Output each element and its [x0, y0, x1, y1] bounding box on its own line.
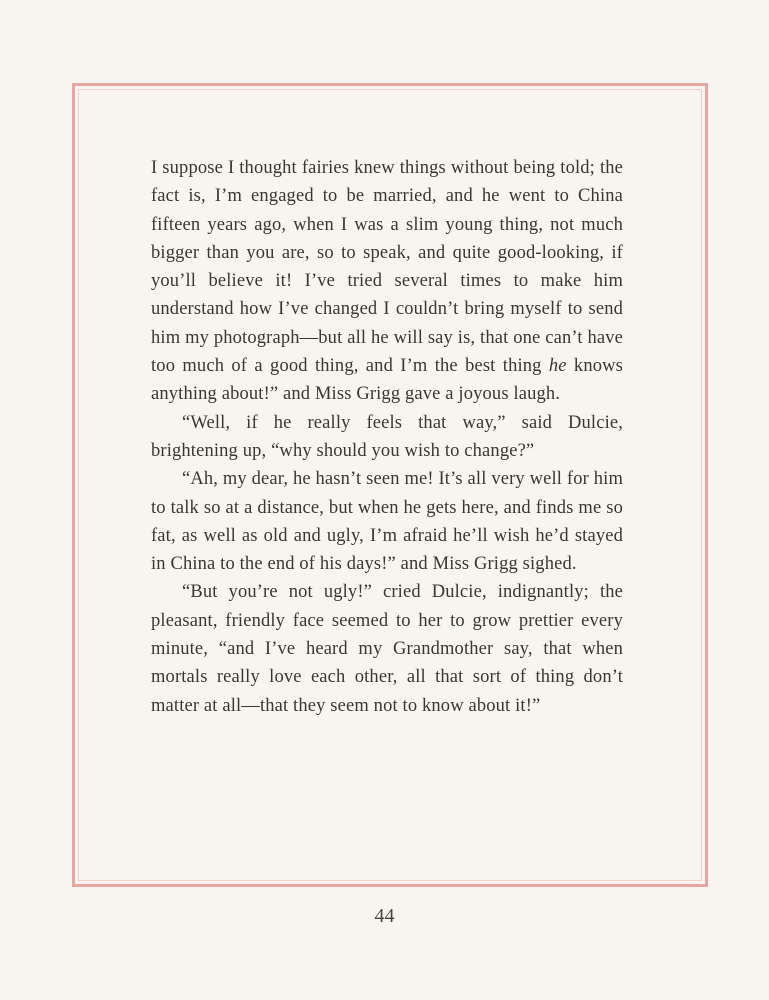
paragraph-4: “But you’re not ugly!” cried Dulcie, indignantly; the pleasant, friendly face seemed to her to grow prettier every minute, “and I’ve heard my Grandmother say, that when mortals really love each other, all that sort of thing don’t matter at all—that they seem not to know about it!”	[151, 582, 623, 716]
page-number: 44	[374, 905, 395, 927]
paragraph-1-text-end: knows anything about!” and Miss Grigg gave a joyous laugh.	[151, 356, 623, 405]
body-text	[151, 154, 623, 720]
paragraph-3: “Ah, my dear, he hasn’t seen me! It’s all very well for him to talk so at a distance, but when he gets here, and finds me so fat, as well as old and ugly, I’m afraid he’ll wish he’d stayed in China to the end of his days!” and Miss Grigg sighed.	[151, 469, 623, 575]
paragraph-1-text: I suppose I thought fairies knew things without being told; the fact is, I’m engaged to be married, and he went to China fifteen years ago, when I was a slim young thing, not much bigger than you are, so to speak, and quite good-looking, if you’ll believe it! I’ve tried several times to make him understand how I’ve changed I couldn’t bring myself to send him my photograph—but all he will say is, that one can’t have too much of a good thing, and I’m the best thing	[151, 158, 623, 377]
paragraph-1	[151, 154, 623, 409]
paragraph-2: “Well, if he really feels that way,” said Dulcie, brightening up, “why should you wish to change?”	[151, 412, 623, 461]
emphasized-word: he	[548, 356, 567, 377]
